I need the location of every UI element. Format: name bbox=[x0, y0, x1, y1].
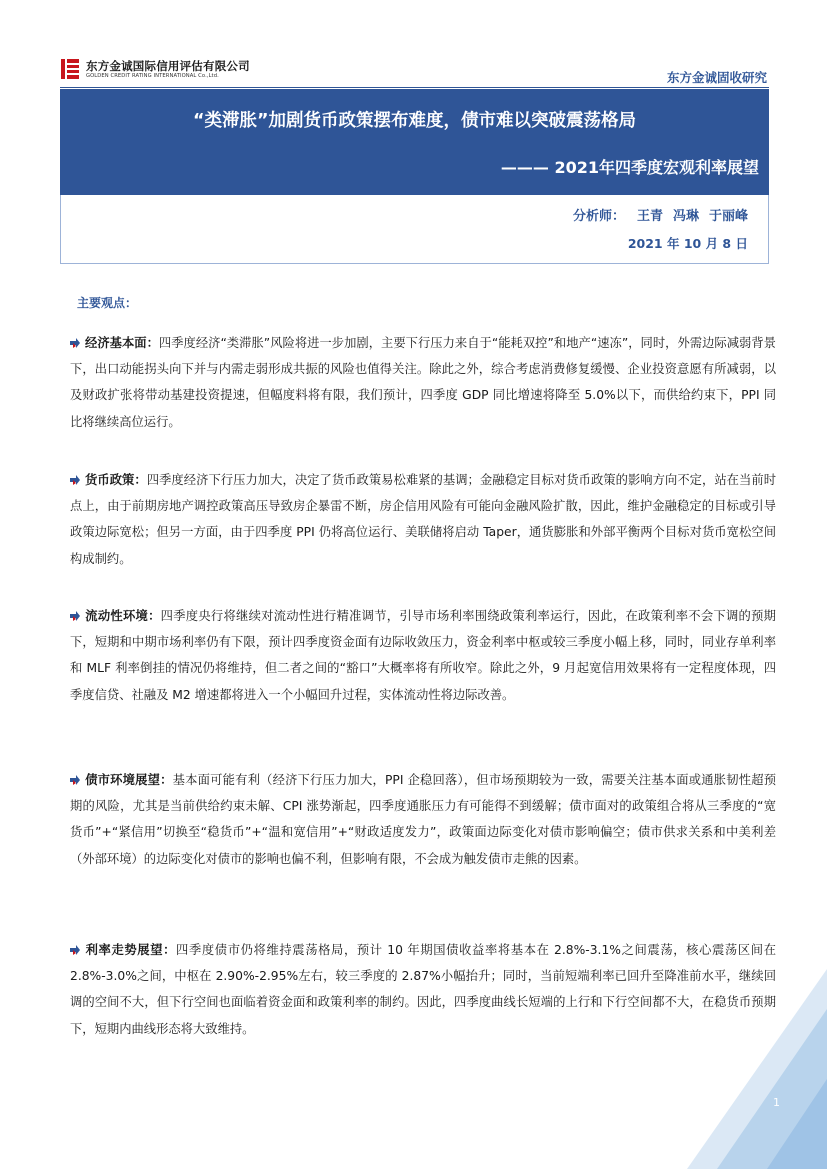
report-title: “类滞胀”加剧货币政策摆布难度，债市难以突破震荡格局 bbox=[192, 111, 636, 131]
corner-decoration bbox=[687, 969, 827, 1169]
bullet-arrow-icon bbox=[70, 338, 80, 348]
section-heading: 经济基本面： bbox=[85, 336, 159, 350]
section-body: 四季度央行将继续对流动性进行精准调节，引导市场利率围绕政策利率运行，因此，在政策利率不会下调的预期下，短期和中期市场利率仍有下限，预计四季度资金面有边际收敛压力，资金利率中枢或较三季度小幅上移，同时，同业存单利率和 MLF 利率倒挂的情况仍将维持，但二者之间的“豁口”大概率将有所收窄。除此之外，9 月起宽信用效果将有一定程度体现，四季度信贷、社融及 M2 增速都将进入一个小幅回升过程，实体流动性将边际改善。 bbox=[70, 609, 776, 702]
section-rate-outlook bbox=[70, 937, 776, 1042]
section-body: 四季度经济下行压力加大，决定了货币政策易松难紧的基调；金融稳定目标对货币政策的影响方向不定，站在当前时点上，由于前期房地产调控政策高压导致房企暴雷不断，房企信用风险有可能向金融风险扩散，因此，维护金融稳定的目标或引导政策边际宽松；但另一方面，由于四季度 PPI 仍将高位运行、美联储将启动 Taper，通货膨胀和外部平衡两个目标对货币宽松空间构成制约。 bbox=[70, 473, 776, 566]
analyst-name: 于丽峰 bbox=[708, 209, 748, 224]
section-body: 四季度债市仍将维持震荡格局，预计 10 年期国债收益率将基本在 2.8%-3.1%之间震荡，核心震荡区间在 2.8%-3.0%之间，中枢在 2.90%-2.95%左右，较三季度的 2.87%小幅抬升；同时，当前短端利率已回升至降准前水平，继续回调的空间不大，但下行空间也面临着资金面和政策利率的制约。因此，四季度曲线长短端的上行和下行空间都不大，在稳货币预期下，短期内曲线形态将大致维持。 bbox=[70, 943, 776, 1036]
section-heading: 债市环境展望： bbox=[85, 773, 173, 787]
bullet-arrow-icon bbox=[70, 611, 80, 621]
company-name-en: GOLDEN CREDIT RATING INTERNATIONAL Co.,Ltd. bbox=[86, 73, 219, 79]
section-heading: 利率走势展望： bbox=[85, 943, 177, 957]
analyst-info-box bbox=[60, 195, 769, 264]
header-divider bbox=[60, 87, 769, 88]
analyst-label: 分析师： bbox=[572, 209, 625, 224]
section-monetary-policy bbox=[70, 467, 776, 572]
brand-label: 东方金诚固收研究 bbox=[666, 70, 767, 85]
section-bond-market bbox=[70, 767, 776, 872]
page-number: 1 bbox=[773, 1096, 780, 1109]
section-economy bbox=[70, 330, 776, 435]
bullet-arrow-icon bbox=[70, 945, 80, 955]
section-heading: 流动性环境： bbox=[85, 609, 161, 623]
section-body: 基本面可能有利（经济下行压力加大，PPI 企稳回落），但市场预期较为一致，需要关注基本面或通胀韧性超预期的风险，尤其是当前供给约束未解、CPI 涨势渐起，四季度通胀压力有可能得不到缓解；债市面对的政策组合将从三季度的“宽货币”+“紧信用”切换至“稳货币”+“温和宽信用”+“财政适度发力”，政策面边际变化对债市影响偏空；债市供求关系和中美利差（外部环境）的边际变化对债市的影响也偏不利，但影响有限，不会成为触发债市走熊的因素。 bbox=[70, 773, 776, 866]
bullet-arrow-icon bbox=[70, 775, 80, 785]
analyst-name: 冯琳 bbox=[672, 209, 699, 224]
report-subtitle: ——— 2021年四季度宏观利率展望 bbox=[500, 158, 759, 177]
analyst-name: 王青 bbox=[636, 209, 663, 224]
page-header bbox=[0, 0, 827, 88]
key-points-title: 主要观点： bbox=[77, 296, 138, 310]
section-heading: 货币政策： bbox=[85, 473, 147, 487]
section-liquidity bbox=[70, 603, 776, 708]
report-date: 2021 年 10 月 8 日 bbox=[627, 236, 748, 251]
bullet-arrow-icon bbox=[70, 475, 80, 485]
company-logo-icon bbox=[60, 58, 80, 80]
section-body: 四季度经济“类滞胀”风险将进一步加剧，主要下行压力来自于“能耗双控”和地产“速冻”，同时，外需边际减弱背景下，出口动能拐头向下并与内需走弱形成共振的风险也值得关注。除此之外，综合考虑消费修复缓慢、企业投资意愿有所减弱，以及财政扩张将带动基建投资提速，但幅度料将有限，我们预计，四季度 GDP 同比增速将降至 5.0%以下，而供给约束下，PPI 同比将继续高位运行。 bbox=[70, 336, 776, 429]
company-name-cn: 东方金诚国际信用评估有限公司 bbox=[86, 59, 250, 73]
title-banner bbox=[60, 89, 769, 195]
analyst-line bbox=[573, 205, 748, 224]
